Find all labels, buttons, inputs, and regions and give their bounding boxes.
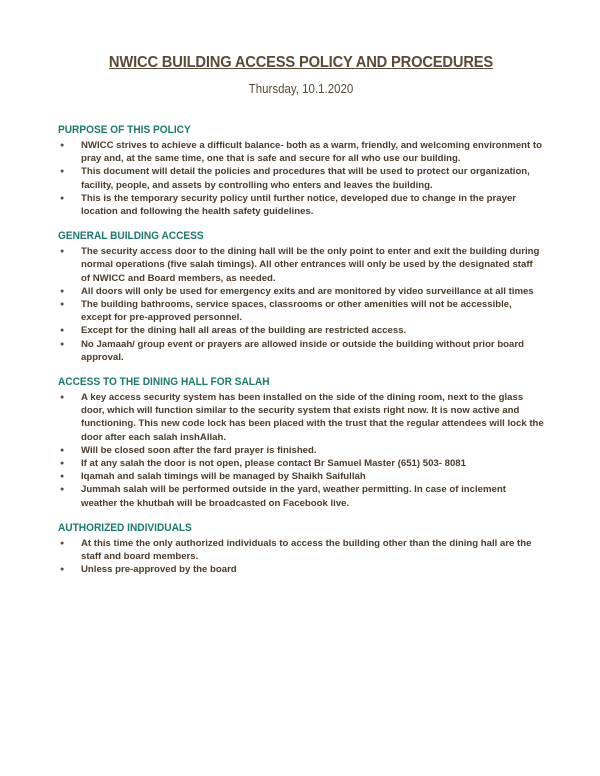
list-item: ● NWICC strives to achieve a difficult balance- both as a warm, friendly, and welcoming environment to pray and, at the same time, one that is safe and secure for all who use our building. — [58, 139, 544, 165]
list-item: ● All doors will only be used for emergency exits and are monitored by video surveillance at all times — [58, 285, 544, 298]
section-general-building-access — [58, 230, 544, 364]
list-item: ● A key access security system has been installed on the side of the dining room, next to the glass door, which will function similar to the security system that exists right now. It is now active and functioning. This new code lock has been placed with the trust that the regular attendees will lock the door after each salah inshAllah. — [58, 391, 544, 444]
section-dining-hall-access — [58, 376, 544, 510]
section-authorized-individuals — [58, 522, 544, 577]
document-title: NWICC BUILDING ACCESS POLICY AND PROCEDURES — [108, 54, 494, 71]
list-item: ● This is the temporary security policy until further notice, developed due to change in the prayer location and following the health safety guidelines. — [58, 192, 544, 218]
document-date: Thursday, 10.1.2020 — [248, 82, 354, 96]
list-item: ● The building bathrooms, service spaces, classrooms or other amenities will not be accessible, except for pre-approved personnel. — [58, 298, 544, 324]
list-item: ● Except for the dining hall all areas of the building are restricted access. — [58, 324, 544, 337]
list-item: ● This document will detail the policies and procedures that will be used to protect our organization, facility, people, and assets by controlling who enters and leaves the building. — [58, 165, 544, 191]
list-item: ● At this time the only authorized individuals to access the building other than the dining hall are the staff and board members. — [58, 537, 544, 563]
list-item: ● No Jamaah/ group event or prayers are allowed inside or outside the building without prior board approval. — [58, 338, 544, 364]
list-item: ● Will be closed soon after the fard prayer is finished. — [58, 444, 544, 457]
section-heading: GENERAL BUILDING ACCESS — [58, 230, 204, 243]
section-purpose — [58, 124, 544, 218]
bullet-list — [58, 537, 544, 577]
list-item: ● The security access door to the dining hall will be the only point to enter and exit the building during normal operations (five salah timings). All other entrances will only be used by the designated staff of NWICC and Board members, as needed. — [58, 245, 544, 285]
bullet-list — [58, 245, 544, 364]
section-heading: AUTHORIZED INDIVIDUALS — [58, 521, 192, 534]
list-item: ● Jummah salah will be performed outside in the yard, weather permitting. In case of inclement weather the khutbah will be broadcasted on Facebook live. — [58, 483, 544, 509]
list-item: ● Unless pre-approved by the board — [58, 563, 544, 576]
section-heading: PURPOSE OF THIS POLICY — [58, 124, 191, 136]
bullet-list — [58, 139, 544, 218]
bullet-list — [58, 391, 544, 510]
list-item: ● Iqamah and salah timings will be managed by Shaikh Saifullah — [58, 470, 544, 483]
section-heading: ACCESS TO THE DINING HALL FOR SALAH — [58, 376, 270, 389]
list-item: ● If at any salah the door is not open, please contact Br Samuel Master (651) 503- 8081 — [58, 457, 544, 470]
